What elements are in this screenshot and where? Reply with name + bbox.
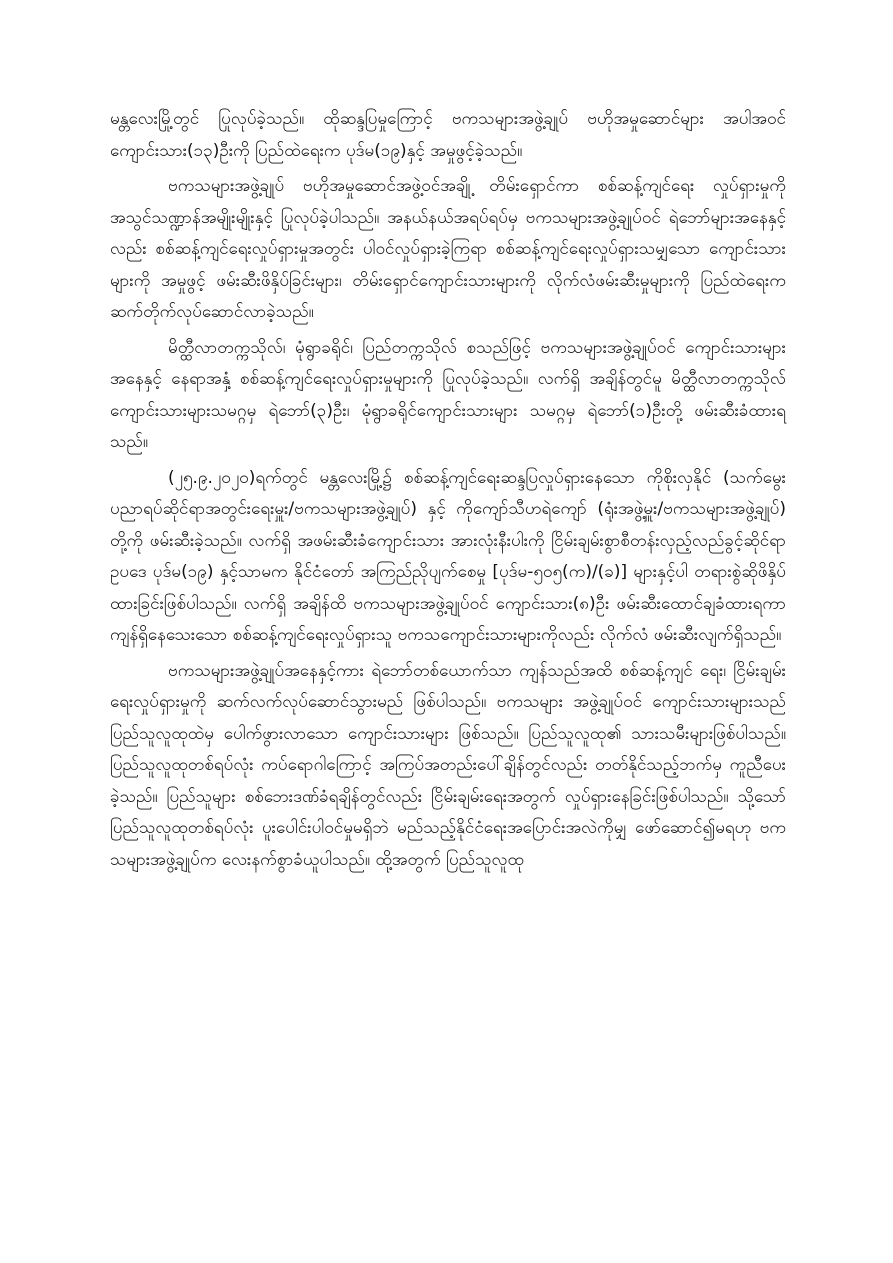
paragraph-1: မန္တလေးမြို့တွင် ပြုလုပ်ခဲ့သည်။ ထိုဆန္ဒပြမှုကြောင့် ဗကသများအဖွဲ့ချုပ် ဗဟိုအမှုဆောင်များ အပါအဝင် ကျောင်းသား(၁၃)ဦးကို ပြည်ထဲရေးက ပုဒ်မ(၁၉)နှင့် အမှုဖွင့်ခဲ့သည်။ xyxy=(110,109,786,161)
paragraph-5: ဗကသများအဖွဲ့ချုပ်အနေနှင့်ကား ရဲဘော်တစ်ယောက်သာ ကျန်သည်အထိ စစ်ဆန့်ကျင် ရေး၊ ငြိမ်းချမ်းရေးလှုပ်ရှားမှုကို ဆက်လက်လုပ်ဆောင်သွားမည် ဖြစ်ပါသည်။ ဗကသများ အဖွဲ့ချုပ်ဝင် ကျောင်းသားများသည် ပြည်သူလူထုထဲမှ ပေါက်ဖွားလာသော ကျောင်းသားများ ဖြစ်သည်။ ပြည်သူလူထု၏ သားသမီးများဖြစ်ပါသည်။ ပြည်သူလူထုတစ်ရပ်လုံး ကပ်ရောဂါကြောင့် အကြပ်အတည်းပေါ်ချိန်တွင်လည်း တတ်နိုင်သည့်ဘက်မှ ကူညီပေးခဲ့သည်။ ပြည်သူများ စစ်ဘေးဒဏ်ခံရချိန်တွင်လည်း ငြိမ်းချမ်းရေးအတွက် လှုပ်ရှားနေခြင်းဖြစ်ပါသည်။ သို့သော် ပြည်သူလူထုတစ်ရပ်လုံး ပူးပေါင်းပါဝင်မှုမရှိဘဲ မည်သည့်နိုင်ငံရေးအပြောင်းအလဲကိုမျှ ဖော်ဆောင်၍မရဟု ဗကသများအဖွဲ့ချုပ်က လေးနက်စွာခံယူပါသည်။ ထို့အတွက် ပြည်သူလူထု xyxy=(110,660,786,870)
document-page xyxy=(110,104,786,880)
paragraph-4: (၂၅.၉.၂၀၂၀)ရက်တွင် မန္တလေးမြို့၌ စစ်ဆန့်ကျင်ရေးဆန္ဒပြလှုပ်ရှားနေသော ကိုစိုးလှနိုင် (သက်မွေးပညာရပ်ဆိုင်ရာအတွင်းရေးမှူး/ဗကသများအဖွဲ့ချုပ်) နှင့် ကိုကျော်သီဟရဲကျော် (ရုံးအဖွဲ့မှူး/ဗကသများအဖွဲ့ချုပ်) တို့ကို ဖမ်းဆီးခဲ့သည်။ လက်ရှိ အဖမ်းဆီးခံကျောင်းသား အားလုံးနီးပါးကို ငြိမ်းချမ်းစွာစီတန်းလှည့်လည်ခွင့်ဆိုင်ရာဥပဒေ ပုဒ်မ(၁၉) နှင့်သာမက နိုင်ငံတော် အကြည်ညိုပျက်စေမှု [ပုဒ်မ-၅၀၅(က)/(ခ)] များနှင့်ပါ တရားစွဲဆိုဖိနှိပ်ထားခြင်းဖြစ်ပါသည်။ လက်ရှိ အချိန်ထိ ဗကသများအဖွဲ့ချုပ်ဝင် ကျောင်းသား(၈)ဦး ဖမ်းဆီးထောင်ချခံထားရကာ ကျန်ရှိနေသေးသော စစ်ဆန့်ကျင်ရေးလှုပ်ရှားသူ ဗကသကျောင်းသားများကိုလည်း လိုက်လံ ဖမ်းဆီးလျက်ရှိသည်။ xyxy=(110,467,786,645)
paragraph-2: ဗကသများအဖွဲ့ချုပ် ဗဟိုအမှုဆောင်အဖွဲ့ဝင်အချို့ တိမ်းရှောင်ကာ စစ်ဆန့်ကျင်ရေး လှုပ်ရှားမှုကို အသွင်သဏ္ဍာန်အမျိုးမျိုးနှင့် ပြုလုပ်ခဲ့ပါသည်။ အနယ်နယ်အရပ်ရပ်မှ ဗကသများအဖွဲ့ချုပ်ဝင် ရဲဘော်များအနေနှင့်လည်း စစ်ဆန့်ကျင်ရေးလှုပ်ရှားမှုအတွင်း ပါဝင်လှုပ်ရှားခဲ့ကြရာ စစ်ဆန့်ကျင်ရေးလှုပ်ရှားသမျှသော ကျောင်းသားများကို အမှုဖွင့် ဖမ်းဆီးဖိနှိပ်ခြင်းများ၊ တိမ်းရှောင်ကျောင်းသားများကို လိုက်လံဖမ်းဆီးမှုများကို ပြည်ထဲရေးက ဆက်တိုက်လုပ်ဆောင်လာခဲ့သည်။ xyxy=(110,176,786,322)
paragraph-3: မိတ္ထီလာတက္ကသိုလ်၊ မုံရွာခရိုင်၊ ပြည်တက္ကသိုလ် စသည်ဖြင့် ဗကသများအဖွဲ့ချုပ်ဝင် ကျောင်းသားများအနေနှင့် နေရာအနှံ့ စစ်ဆန့်ကျင်ရေးလှုပ်ရှားမှုများကို ပြုလုပ်ခဲ့သည်။ လက်ရှိ အချိန်တွင်မူ မိတ္ထီလာတက္ကသိုလ်ကျောင်းသားများသမဂ္ဂမှ ရဲဘော်(၃)ဦး၊ မုံရွာခရိုင်ကျောင်းသားများ သမဂ္ဂမှ ရဲဘော်(၁)ဦးတို့ ဖမ်းဆီးခံထားရသည်။ xyxy=(110,337,786,452)
